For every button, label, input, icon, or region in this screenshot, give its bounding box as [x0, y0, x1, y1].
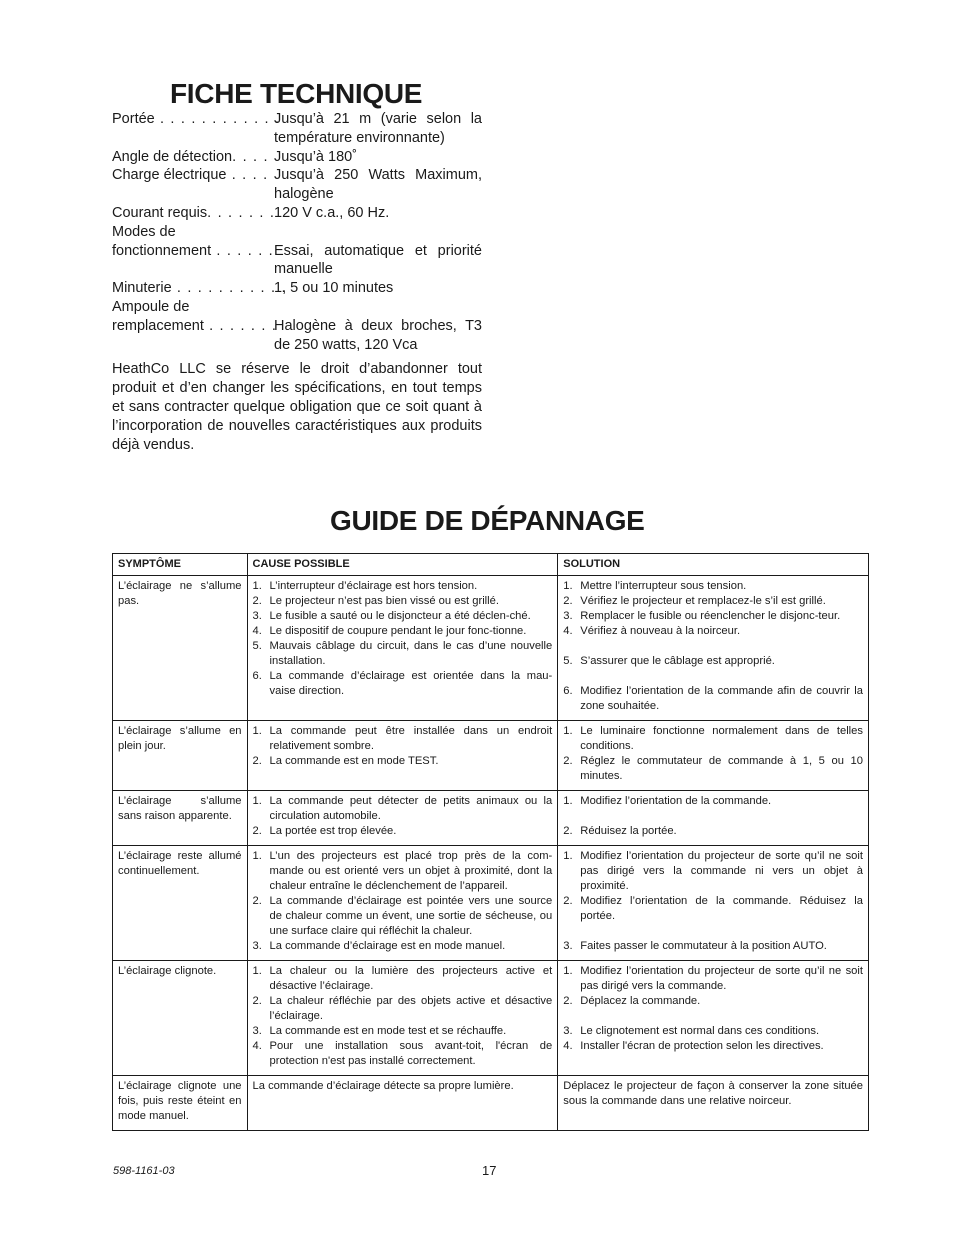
list-item: [253, 609, 553, 624]
list-item: [253, 579, 553, 594]
solution-list: [563, 964, 863, 1054]
document-code: 598-1161-03: [113, 1165, 175, 1177]
symptom-cell: L’éclairage s’allume sans raison apparente.: [113, 791, 248, 846]
item-number: 2.: [563, 595, 573, 607]
cause-cell: [247, 791, 558, 846]
solution-list: [563, 579, 863, 714]
item-number: 2.: [252, 995, 262, 1007]
spec-label-cell: [112, 317, 278, 355]
solution-list: [563, 724, 863, 784]
list-item: [563, 654, 863, 669]
cause-text: L’un des projecteurs est placé trop près de la com-mande ou est orienté vers un objet à proximité, dont la chaleur entraîne le déclenchement de l’appareil.: [269, 850, 553, 892]
spec-leader-dots: . . . .: [226, 167, 269, 184]
list-item: [253, 849, 553, 894]
item-number: 2.: [563, 755, 573, 767]
spec-value: Halogène à deux broches, T3 de 250 watts, 120 Vca: [274, 317, 482, 353]
list-item: [563, 894, 863, 924]
item-number: 2.: [252, 755, 262, 767]
solution-text: Le luminaire fonctionne normalement dans de telles conditions.: [580, 725, 863, 752]
item-number: 3.: [563, 610, 573, 622]
list-item: [253, 754, 553, 769]
spec-label: fonctionnement: [112, 242, 212, 259]
spec-row: [112, 242, 482, 280]
spec-label-prefix: Modes de: [112, 223, 176, 240]
list-item: [563, 624, 863, 639]
list-item: [253, 669, 553, 699]
spec-value: 1, 5 ou 10 minutes: [274, 280, 394, 297]
spec-leader-dots: . . . . . . .: [207, 204, 276, 221]
spec-list: [112, 110, 482, 354]
list-item: [563, 1024, 863, 1039]
spec-value: Jusqu’à 250 Watts Maximum, halogène: [274, 167, 482, 203]
cause-list: [253, 794, 553, 839]
spec-label-prefix: Ampoule de: [112, 298, 190, 315]
item-number: 1.: [252, 965, 262, 977]
item-number: 3.: [252, 1025, 262, 1037]
solution-text: Vérifiez le projecteur et remplacez-le s’il est grillé.: [580, 595, 826, 607]
spec-leader-dots: . . . . . .: [211, 242, 274, 259]
solution-cell: [558, 791, 869, 846]
list-item: [253, 1039, 553, 1069]
spec-label-cell: [112, 279, 287, 298]
cause-text: La commande d’éclairage est orientée dans la mau-vaise direction.: [269, 670, 553, 697]
item-number: 6.: [563, 685, 573, 697]
list-item: [563, 939, 863, 954]
header-cause: CAUSE POSSIBLE: [247, 554, 558, 576]
item-number: 5.: [563, 655, 573, 667]
cause-text: Pour une installation sous avant-toit, l'écran de protection n'est pas installé correctement.: [269, 1040, 553, 1067]
cause-cell: [247, 1076, 558, 1131]
troubleshooting-title: GUIDE DE DÉPANNAGE: [330, 505, 645, 536]
list-item: [253, 994, 553, 1024]
solution-cell: [558, 721, 869, 791]
item-number: 4.: [563, 1040, 573, 1052]
spec-label: Charge électrique: [112, 167, 227, 184]
list-item: [563, 609, 863, 624]
header-symptom: SYMPTÔME: [113, 554, 248, 576]
spec-label-cell: [112, 166, 274, 204]
item-number: 2.: [563, 895, 573, 907]
cause-text: La commande d’éclairage est pointée vers une source de chaleur comme un évent, une sortie de sécheuse, ou une surface claire qui réfléchit la chaleur.: [269, 895, 553, 937]
spec-value: Essai, automatique et priorité manuelle: [274, 242, 482, 278]
list-item: [563, 724, 863, 754]
cause-list: [253, 964, 553, 1069]
table-row: [113, 721, 869, 791]
solution-cell: [558, 1076, 869, 1131]
item-number: 3.: [252, 610, 262, 622]
list-item: [563, 849, 863, 894]
cause-text: L’interrupteur d’éclairage est hors tension.: [269, 580, 478, 592]
solution-text: Réduisez la portée.: [580, 825, 677, 837]
spec-label: Courant requis: [112, 204, 208, 221]
spec-row: [112, 110, 482, 148]
list-item: [253, 939, 553, 954]
cause-list: [253, 849, 553, 954]
list-item: [253, 639, 553, 669]
item-number: 1.: [252, 725, 262, 737]
solution-text: Remplacer le fusible ou réenclencher le disjonc-teur.: [580, 610, 841, 622]
table-header-row: [113, 554, 869, 576]
spec-title: FICHE TECHNIQUE: [170, 78, 423, 109]
cause-text: Le projecteur n’est pas bien vissé ou est grillé.: [269, 595, 499, 607]
list-item: [563, 964, 863, 994]
list-item: [563, 1039, 863, 1054]
item-number: 6.: [252, 670, 262, 682]
item-number: 1.: [252, 580, 262, 592]
symptom-cell: L’éclairage ne s’allume pas.: [113, 576, 248, 721]
item-number: 4.: [252, 625, 262, 637]
spec-label: Portée: [112, 111, 155, 127]
spec-value: Jusqu’à 21 m (varie selon la température environnante): [274, 111, 482, 146]
spec-value: 120 V c.a., 60 Hz.: [274, 204, 390, 221]
item-number: 1.: [563, 965, 573, 977]
spec-row: [112, 204, 482, 223]
spec-leader-dots: . . . . . . . . . . . .: [154, 111, 281, 127]
item-number: 5.: [252, 640, 262, 652]
cause-text: La commande est en mode TEST.: [269, 755, 439, 767]
solution-text: Le clignotement est normal dans ces conditions.: [580, 1025, 820, 1037]
cause-cell: [247, 961, 558, 1076]
disclaimer-paragraph: HeathCo LLC se réserve le droit d’abandonner tout produit et d’en changer les spécifications, en tout temps et sans contracter quelque obligation que ce soit quant à l’incorporation de nouvelles caractéristiques aux produits déjà vendus.: [112, 361, 482, 453]
spec-leader-dots: . . . . . . .: [203, 317, 278, 334]
list-item: [563, 994, 863, 1009]
list-item: [253, 794, 553, 824]
item-number: 2.: [563, 995, 573, 1007]
symptom-cell: L’éclairage clignote une fois, puis reste éteint en mode manuel.: [113, 1076, 248, 1131]
solution-text: Modifiez l’orientation du projecteur de sorte qu’il ne soit pas dirigé vers la commande.: [580, 965, 863, 992]
solution-text: Modifiez l’orientation de la commande. Réduisez la portée.: [580, 895, 863, 922]
list-item: [563, 594, 863, 609]
solution-text: Déplacez le projecteur de façon à conserver la zone située sous la commande dans une relative noirceur.: [563, 1080, 863, 1107]
solution-cell: [558, 961, 869, 1076]
troubleshooting-table: [112, 553, 869, 1131]
spec-row: [112, 166, 482, 204]
item-number: 2.: [563, 825, 573, 837]
spec-label-cell: [112, 148, 274, 167]
solution-text: Vérifiez à nouveau à la noirceur.: [580, 625, 741, 637]
cause-list: [253, 579, 553, 699]
list-item: [563, 579, 863, 594]
solution-text: Réglez le commutateur de commande à 1, 5 ou 10 minutes.: [580, 755, 863, 782]
item-number: 4.: [563, 625, 573, 637]
cause-text: Le fusible a sauté ou le disjoncteur a été déclen-ché.: [269, 610, 531, 622]
spec-leader-dots: . . . .: [232, 148, 269, 165]
cause-list: [253, 724, 553, 769]
table-row: [113, 1076, 869, 1131]
item-number: 2.: [252, 825, 262, 837]
spec-label-cell: [112, 110, 281, 148]
cause-text: La commande peut être installée dans un endroit relativement sombre.: [269, 725, 553, 752]
spec-row: [112, 279, 482, 298]
cause-text: La commande d’éclairage est en mode manuel.: [269, 940, 506, 952]
solution-text: Modifiez l’orientation de la commande.: [580, 795, 772, 807]
spec-row: [112, 317, 482, 355]
spec-label: Angle de détection: [112, 148, 233, 165]
spec-value: Jusqu’à 180˚: [274, 148, 358, 165]
list-item: [253, 894, 553, 939]
table-body: [113, 576, 869, 1131]
item-number: 4.: [252, 1040, 262, 1052]
solution-text: Installer l'écran de protection selon les directives.: [580, 1040, 824, 1052]
symptom-cell: L’éclairage s’allume en plein jour.: [113, 721, 248, 791]
cause-cell: [247, 846, 558, 961]
cause-text: La portée est trop élevée.: [269, 825, 397, 837]
cause-cell: [247, 576, 558, 721]
list-item: [253, 594, 553, 609]
cause-cell: [247, 721, 558, 791]
item-number: 1.: [563, 850, 573, 862]
item-number: 3.: [252, 940, 262, 952]
solution-text: Mettre l’interrupteur sous tension.: [580, 580, 747, 592]
solution-text: S’assurer que le câblage est approprié.: [580, 655, 775, 667]
cause-text: La chaleur réfléchie par des objets active et désactive l’éclairage.: [269, 995, 553, 1022]
cause-text: La chaleur ou la lumière des projecteurs active et désactive l’éclairage.: [269, 965, 553, 992]
solution-list: [563, 794, 863, 839]
list-item: [563, 754, 863, 784]
cause-text: La commande peut détecter de petits animaux ou la circulation automobile.: [269, 795, 553, 822]
list-item: [253, 824, 553, 839]
item-number: 1.: [563, 795, 573, 807]
item-number: 3.: [563, 1025, 573, 1037]
list-item: [253, 724, 553, 754]
table-row: [113, 791, 869, 846]
solution-list: [563, 849, 863, 954]
list-item: [563, 824, 863, 839]
symptom-cell: L’éclairage reste allumé continuellement.: [113, 846, 248, 961]
spec-label-cell: [112, 204, 274, 223]
spec-label: remplacement: [112, 317, 204, 334]
item-number: 2.: [252, 595, 262, 607]
header-solution: SOLUTION: [558, 554, 869, 576]
solution-text: Modifiez l’orientation de la commande afin de couvrir la zone souhaitée.: [580, 685, 863, 712]
page-number: 17: [482, 1163, 497, 1178]
item-number: 1.: [252, 850, 262, 862]
list-item: [253, 1024, 553, 1039]
solution-text: Déplacez la commande.: [580, 995, 701, 1007]
list-item: [563, 684, 863, 714]
item-number: 1.: [563, 725, 573, 737]
solution-cell: [558, 846, 869, 961]
solution-text: Faites passer le commutateur à la position AUTO.: [580, 940, 827, 952]
list-item: [253, 624, 553, 639]
item-number: 3.: [563, 940, 573, 952]
table-row: [113, 846, 869, 961]
solution-cell: [558, 576, 869, 721]
list-item: [253, 964, 553, 994]
table-row: [113, 961, 869, 1076]
list-item: [563, 794, 863, 809]
solution-text: Modifiez l’orientation du projecteur de sorte qu’il ne soit pas dirigé vers la commande ni vers un objet à proximité.: [580, 850, 863, 892]
symptom-cell: L’éclairage clignote.: [113, 961, 248, 1076]
cause-text: Le dispositif de coupure pendant le jour fonc-tionne.: [269, 625, 527, 637]
table-row: [113, 576, 869, 721]
cause-text: La commande d’éclairage détecte sa propre lumière.: [252, 1080, 514, 1092]
spec-label-cell: [112, 242, 274, 280]
spec-label: Minuterie: [112, 280, 172, 297]
item-number: 1.: [563, 580, 573, 592]
cause-text: La commande est en mode test et se réchauffe.: [269, 1025, 507, 1037]
spec-row: [112, 148, 482, 167]
cause-text: Mauvais câblage du circuit, dans le cas d’une nouvelle installation.: [269, 640, 553, 667]
item-number: 1.: [252, 795, 262, 807]
item-number: 2.: [252, 895, 262, 907]
spec-leader-dots: . . . . . . . . . . .: [171, 280, 287, 297]
